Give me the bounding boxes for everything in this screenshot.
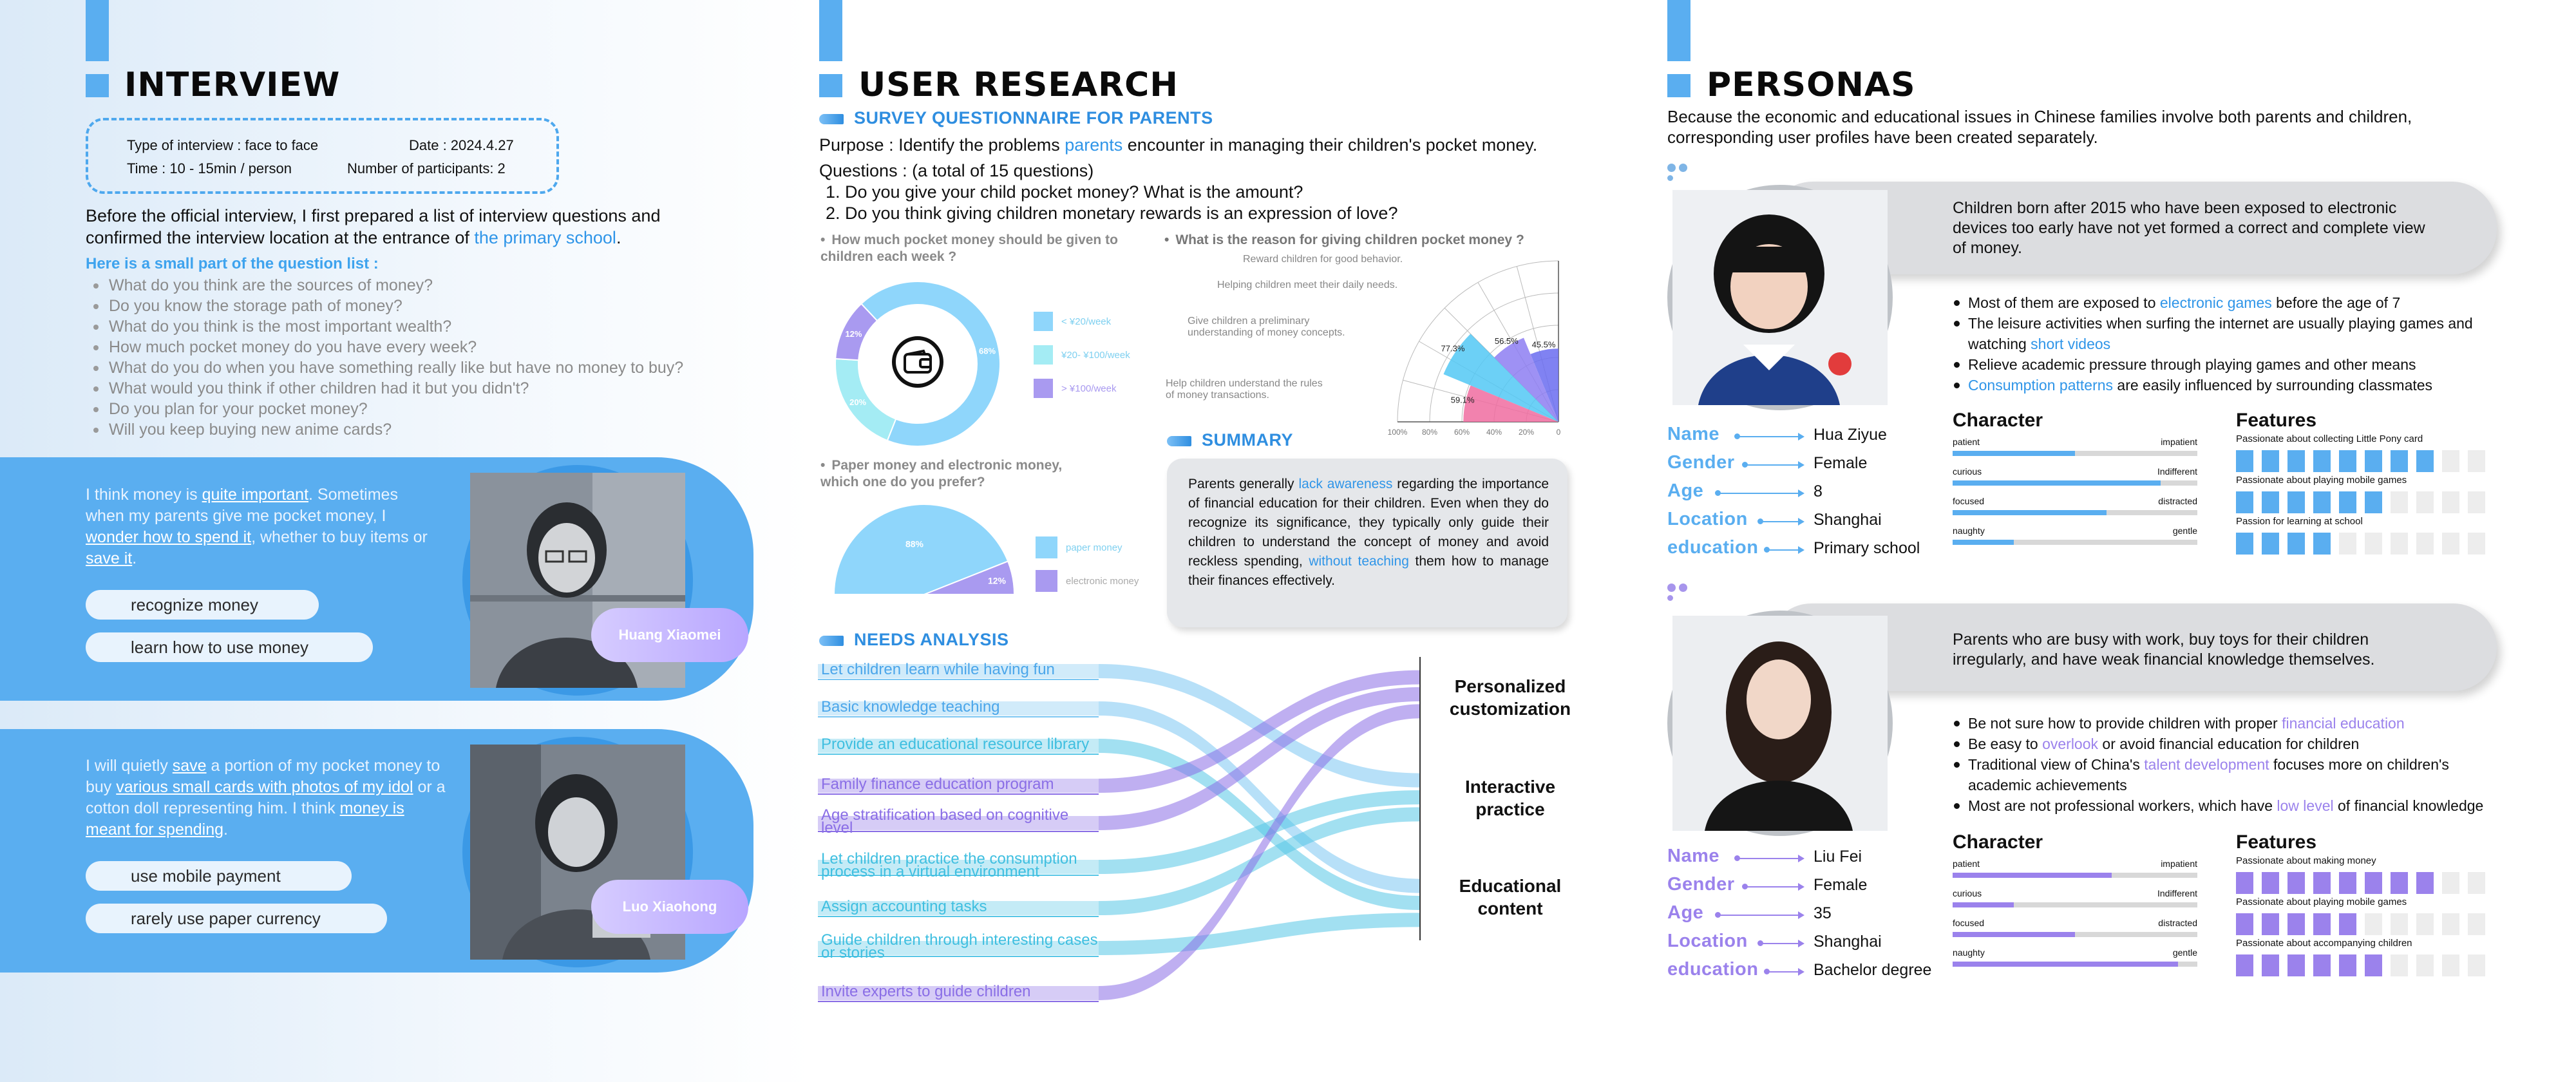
feature-label: Passion for learning at school — [2236, 516, 2363, 527]
title-square — [1667, 74, 1690, 97]
sankey-source-label: Invite experts to guide children — [821, 983, 1031, 1000]
feature-level-square — [2287, 533, 2305, 555]
polar-category-label: Helping children meet their daily needs. — [1217, 280, 1398, 290]
feature-level-square — [2287, 450, 2305, 472]
feature-level-square — [2236, 872, 2253, 894]
feature-level-square — [2442, 491, 2459, 513]
sankey-target-label: Personalized customization — [1449, 676, 1571, 719]
feature-label: Passionate about making money — [2236, 855, 2376, 866]
avatar-child — [1667, 185, 1893, 410]
pie-value-label: 88% — [905, 538, 924, 549]
persona-field-value: Bachelor degree — [1814, 961, 1932, 979]
polar-category-label: Give children a preliminary — [1188, 316, 1310, 327]
participant-name-2: Luo Xiaohong — [591, 880, 748, 934]
feature-level-square — [2442, 954, 2459, 976]
legend-swatch — [1034, 379, 1053, 398]
trait-right-label: gentle — [2172, 947, 2197, 958]
field-connector-arrow — [1798, 546, 1804, 554]
trait-left-label: naughty — [1953, 526, 1985, 536]
questions-intro: Questions : (a total of 15 questions) — [819, 161, 1094, 180]
avatar-parent — [1667, 611, 1893, 836]
sankey-source-label: Age stratification based on cognitive level — [821, 806, 1069, 837]
trait-bar — [1953, 902, 2197, 907]
list-item: Traditional view of China's talent development focuses more on children's academic achievements — [1953, 754, 2506, 795]
field-connector-line — [1760, 521, 1798, 522]
feature-level-square — [2236, 954, 2253, 976]
trait-right-label: gentle — [2172, 526, 2197, 536]
legend-swatch — [1036, 570, 1057, 592]
feature-level-square — [2313, 913, 2331, 935]
polar-category-label: Reward children for good behavior. — [1243, 254, 1403, 265]
features-title: Features — [2236, 831, 2317, 853]
feature-level-square — [2262, 872, 2279, 894]
feature-level-square — [2339, 954, 2356, 976]
feature-level-square — [2287, 491, 2305, 513]
feature-level-square — [2313, 872, 2331, 894]
personas-title: PERSONAS — [1707, 66, 1916, 104]
field-connector-line — [1745, 464, 1798, 466]
list-item: What would you think if other children had it but you didn't? — [86, 378, 730, 399]
polar-category-label: understanding of money concepts. — [1188, 327, 1345, 338]
trait-bar-fill — [1953, 902, 2014, 907]
feature-level-square — [2365, 872, 2382, 894]
participant-quote-1: I think money is quite important. Sometimes when my parents give me pocket money, I wonder how to spend it, whether to buy items or save it. — [86, 486, 428, 567]
feature-level-square — [2365, 954, 2382, 976]
feature-level-square — [2468, 450, 2485, 472]
character-title: Character — [1953, 831, 2043, 853]
title-square — [86, 74, 109, 97]
list-item: The leisure activities when surfing the internet are usually playing games and watching short videos — [1953, 313, 2506, 354]
list-item: Be easy to overlook or avoid financial education for children — [1953, 734, 2506, 754]
legend-swatch — [1036, 536, 1057, 558]
field-connector-line — [1766, 971, 1798, 973]
survey-purpose: Purpose : Identify the problems parents encounter in managing their children's pocket money. — [819, 135, 1538, 155]
feature-level-square — [2313, 491, 2331, 513]
feature-level-square — [2468, 872, 2485, 894]
feature-level-square — [2391, 533, 2408, 555]
feature-level-square — [2365, 450, 2382, 472]
sankey-source-label: Provide an educational resource library — [821, 736, 1090, 753]
interview-title: INTERVIEW — [124, 66, 341, 104]
tag-learn-money: learn how to use money — [86, 632, 373, 662]
persona-field-value: Female — [1814, 876, 1868, 894]
feature-level-square — [2442, 533, 2459, 555]
feature-level-square — [2416, 450, 2434, 472]
feature-level-square — [2416, 913, 2434, 935]
section-tab — [1667, 0, 1690, 61]
field-connector-line — [1766, 549, 1798, 551]
tag-recognize-money: recognize money — [86, 590, 319, 620]
feature-level-square — [2262, 450, 2279, 472]
polar-tick-label: 100% — [1387, 428, 1408, 437]
interview-participants: Number of participants: 2 — [347, 160, 506, 176]
section-tab — [819, 0, 842, 61]
reason-polar-chart — [1166, 248, 1578, 441]
field-connector-arrow — [1798, 883, 1804, 891]
trait-left-label: curious — [1953, 888, 1982, 898]
feature-level-square — [2468, 913, 2485, 935]
trait-bar-fill — [1953, 873, 2112, 878]
survey-title: SURVEY QUESTIONNAIRE FOR PARENTS — [819, 108, 1213, 128]
legend-label: > ¥100/week — [1061, 383, 1117, 394]
feature-level-square — [2468, 491, 2485, 513]
chart-title-reason: • What is the reason for giving children pocket money ? — [1164, 232, 1577, 249]
feature-level-square — [2416, 954, 2434, 976]
interview-time: Time : 10 - 15min / person — [127, 160, 292, 176]
feature-level-square — [2339, 450, 2356, 472]
field-connector-arrow — [1798, 489, 1804, 497]
sankey-target-label: Educational content — [1459, 876, 1562, 918]
persona-child-bubble-text: Children born after 2015 who have been exposed to electronic devices too early have not yet formed a correct and complete view of money. — [1953, 199, 2425, 257]
trait-left-label: focused — [1953, 918, 1985, 928]
feature-level-square — [2339, 913, 2356, 935]
feature-level-square — [2416, 491, 2434, 513]
list-item: Be not sure how to provide children with proper financial education — [1953, 713, 2506, 734]
feature-level-square — [2416, 533, 2434, 555]
field-connector-arrow — [1798, 433, 1804, 441]
trait-right-label: impatient — [2161, 859, 2197, 869]
persona-field-label: education — [1667, 959, 1759, 980]
chart-title-money-type: • Paper money and electronic money, which one do you prefer? — [820, 457, 1104, 491]
personas-intro: Because the economic and educational issues in Chinese families involve both parents and children, corresponding user profiles have been created separately. — [1667, 107, 2412, 147]
features-title: Features — [2236, 410, 2317, 431]
list-item: What do you think are the sources of money? — [86, 275, 730, 296]
legend-swatch — [1034, 312, 1053, 331]
feature-level-square — [2365, 913, 2382, 935]
feature-level-square — [2391, 450, 2408, 472]
persona-field-label: Age — [1667, 902, 1704, 923]
feature-level-square — [2313, 954, 2331, 976]
persona-field-label: Gender — [1667, 452, 1735, 473]
interview-type: Type of interview : face to face — [127, 137, 319, 153]
feature-level-square — [2262, 913, 2279, 935]
trait-bar — [1953, 510, 2197, 515]
feature-level-square — [2365, 491, 2382, 513]
feature-level-square — [2442, 913, 2459, 935]
polar-tick-label: 80% — [1421, 428, 1438, 437]
question-list — [86, 275, 730, 440]
persona-field-value: 8 — [1814, 482, 1823, 500]
persona-field-label: education — [1667, 537, 1759, 558]
persona-parent-bubble-text: Parents who are busy with work, buy toys for their children irregularly, and have weak financial knowledge themselves. — [1953, 631, 2375, 669]
title-square — [819, 74, 842, 97]
list-item: Most of them are exposed to electronic games before the age of 7 — [1953, 292, 2506, 313]
persona-child-facts — [1953, 292, 2506, 395]
wallet-icon — [892, 336, 943, 388]
trait-left-label: patient — [1953, 437, 1980, 447]
feature-level-square — [2416, 872, 2434, 894]
legend-label: paper money — [1066, 542, 1122, 553]
user-research-title: USER RESEARCH — [858, 66, 1179, 104]
feature-level-square — [2442, 450, 2459, 472]
trait-bar — [1953, 540, 2197, 545]
trait-right-label: impatient — [2161, 437, 2197, 447]
trait-bar-fill — [1953, 510, 2107, 515]
tag-mobile-payment: use mobile payment — [86, 861, 352, 891]
trait-bar — [1953, 873, 2197, 878]
feature-level-square — [2313, 533, 2331, 555]
feature-level-square — [2468, 954, 2485, 976]
sankey-flow — [1099, 913, 1420, 955]
trait-bar-fill — [1953, 962, 2178, 967]
list-item: What do you do when you have something really like but have no money to buy? — [86, 357, 730, 378]
trait-left-label: patient — [1953, 859, 1980, 869]
list-item: Will you keep buying new anime cards? — [86, 419, 730, 440]
feature-label: Passionate about collecting Little Pony card — [2236, 433, 2423, 444]
legend-label: electronic money — [1066, 576, 1139, 587]
feature-level-square — [2365, 533, 2382, 555]
primary-school-link: the primary school — [474, 228, 616, 247]
trait-right-label: distracted — [2158, 918, 2197, 928]
feature-label: Passionate about accompanying children — [2236, 938, 2412, 949]
polar-category-label: of money transactions. — [1166, 390, 1269, 401]
pie-value-label: 12% — [987, 575, 1006, 586]
field-connector-arrow — [1798, 855, 1804, 862]
polar-category-label: Help children understand the rules — [1166, 378, 1323, 389]
persona-field-value: Shanghai — [1814, 933, 1882, 951]
feature-label: Passionate about playing mobile games — [2236, 897, 2407, 907]
persona-field-label: Age — [1667, 480, 1704, 501]
list-item: Do you know the storage path of money? — [86, 296, 730, 316]
summary-text: Parents generally lack awareness regarding the importance of financial education for their children. Even when they do recognize its significance, they typically only guide their children to understand the concept of money and avoid reckless spending, without teaching them how to manage their finances effectively. — [1188, 477, 1549, 588]
feature-level-square — [2391, 913, 2408, 935]
trait-left-label: focused — [1953, 496, 1985, 506]
trait-bar — [1953, 451, 2197, 456]
interview-intro: Before the official interview, I first prepared a list of interview questions and confirmed the interview location at the entrance of the primary school. — [86, 206, 661, 247]
persona-field-label: Name — [1667, 424, 1719, 444]
donut-value-label: 20% — [849, 397, 867, 407]
participant-name-1: Huang Xiaomei — [591, 608, 748, 662]
persona-field-value: Female — [1814, 454, 1868, 472]
trait-bar — [1953, 962, 2197, 967]
persona-field-value: Primary school — [1814, 539, 1920, 557]
trait-bar — [1953, 932, 2197, 937]
sankey-source-label: Guide children through interesting cases or stories — [821, 931, 1098, 962]
feature-level-square — [2339, 491, 2356, 513]
polar-tick-label: 60% — [1454, 428, 1470, 437]
trait-right-label: distracted — [2158, 496, 2197, 506]
donut-value-label: 68% — [979, 346, 996, 356]
feature-level-square — [2262, 533, 2279, 555]
feature-level-square — [2313, 450, 2331, 472]
tag-paper-currency: rarely use paper currency — [86, 904, 387, 933]
trait-right-label: Indifferent — [2157, 466, 2197, 477]
needs-analysis-title: NEEDS ANALYSIS — [819, 630, 1009, 650]
legend-label: < ¥20/week — [1061, 316, 1112, 327]
feature-level-square — [2339, 533, 2356, 555]
donut-value-label: 12% — [845, 329, 862, 339]
field-connector-arrow — [1798, 518, 1804, 526]
polar-value-label: 56.5% — [1494, 336, 1519, 346]
feature-label: Passionate about playing mobile games — [2236, 475, 2407, 486]
list-item: Relieve academic pressure through playing games and other means — [1953, 354, 2506, 375]
trait-left-label: curious — [1953, 466, 1982, 477]
feature-level-square — [2339, 872, 2356, 894]
legend-label: ¥20- ¥100/week — [1061, 350, 1130, 361]
interview-info-box — [86, 118, 559, 194]
feature-level-square — [2287, 913, 2305, 935]
feature-level-square — [2391, 491, 2408, 513]
feature-level-square — [2287, 872, 2305, 894]
sankey-source-label: Assign accounting tasks — [821, 898, 987, 915]
persona-field-value: Liu Fei — [1814, 848, 1862, 866]
trait-right-label: Indifferent — [2157, 888, 2197, 898]
persona-field-value: Shanghai — [1814, 511, 1882, 529]
field-connector-line — [1760, 943, 1798, 944]
survey-question-2: 2. Do you think giving children monetary rewards is an expression of love? — [826, 204, 1398, 223]
polar-tick-label: 0 — [1556, 428, 1561, 437]
field-connector-arrow — [1798, 940, 1804, 947]
money-type-pie-chart — [828, 499, 1021, 596]
section-tab — [86, 0, 109, 61]
field-connector-line — [1718, 493, 1798, 494]
feature-level-square — [2236, 913, 2253, 935]
field-connector-arrow — [1798, 911, 1804, 919]
polar-value-label: 45.5% — [1531, 339, 1556, 350]
polar-tick-label: 20% — [1518, 428, 1535, 437]
feature-level-square — [2236, 491, 2253, 513]
sankey-target-label: Interactive practice — [1464, 777, 1556, 819]
persona-field-label: Location — [1667, 509, 1748, 529]
persona-parent-facts — [1953, 713, 2506, 816]
sankey-source-label: Family finance education program — [821, 775, 1054, 793]
trait-bar — [1953, 480, 2197, 486]
field-connector-line — [1745, 886, 1798, 887]
sankey-source-label: Basic knowledge teaching — [821, 698, 1000, 716]
persona-field-label: Location — [1667, 931, 1748, 951]
feature-level-square — [2391, 954, 2408, 976]
list-item: Most are not professional workers, which have low level of financial knowledge — [1953, 795, 2506, 816]
sankey-source-label: Let children learn while having fun — [821, 661, 1055, 678]
polar-value-label: 59.1% — [1450, 395, 1475, 405]
persona-field-value: Hua Ziyue — [1814, 426, 1887, 444]
persona-field-value: 35 — [1814, 904, 1832, 922]
trait-bar-fill — [1953, 932, 2075, 937]
field-connector-line — [1718, 915, 1798, 916]
character-title: Character — [1953, 410, 2043, 431]
list-item: How much pocket money do you have every week? — [86, 337, 730, 357]
feature-level-square — [2236, 450, 2253, 472]
field-connector-line — [1737, 436, 1798, 437]
field-connector-arrow — [1798, 968, 1804, 976]
chart-title-pocket-money: • How much pocket money should be given to children each week ? — [820, 232, 1130, 265]
feature-level-square — [2391, 872, 2408, 894]
feature-level-square — [2468, 533, 2485, 555]
trait-bar-fill — [1953, 540, 2014, 545]
summary-title: SUMMARY — [1167, 430, 1293, 450]
trait-bar-fill — [1953, 451, 2075, 456]
polar-tick-label: 40% — [1486, 428, 1502, 437]
list-item: Consumption patterns are easily influenced by surrounding classmates — [1953, 375, 2506, 395]
field-connector-arrow — [1798, 461, 1804, 469]
trait-left-label: naughty — [1953, 947, 1985, 958]
feature-level-square — [2262, 491, 2279, 513]
list-item: Do you plan for your pocket money? — [86, 399, 730, 419]
polar-value-label: 77.3% — [1441, 343, 1465, 354]
question-list-title: Here is a small part of the question list : — [86, 255, 379, 272]
interview-date: Date : 2024.4.27 — [409, 137, 514, 153]
list-item: What do you think is the most important wealth? — [86, 316, 730, 337]
feature-level-square — [2262, 954, 2279, 976]
feature-level-square — [2287, 954, 2305, 976]
participant-quote-2: I will quietly save a portion of my pocket money to buy various small cards with photos of my idol or a cotton doll representing him. I think money is meant for spending. — [86, 757, 446, 839]
field-connector-line — [1737, 858, 1798, 859]
persona-field-label: Gender — [1667, 874, 1735, 895]
survey-question-1: 1. Do you give your child pocket money? What is the amount? — [826, 182, 1303, 202]
feature-level-square — [2442, 872, 2459, 894]
persona-field-label: Name — [1667, 846, 1719, 866]
trait-bar-fill — [1953, 480, 2161, 486]
sankey-source-label: Let children practice the consumption process in a virtual environment — [821, 850, 1077, 880]
legend-swatch — [1034, 345, 1053, 365]
feature-level-square — [2236, 533, 2253, 555]
